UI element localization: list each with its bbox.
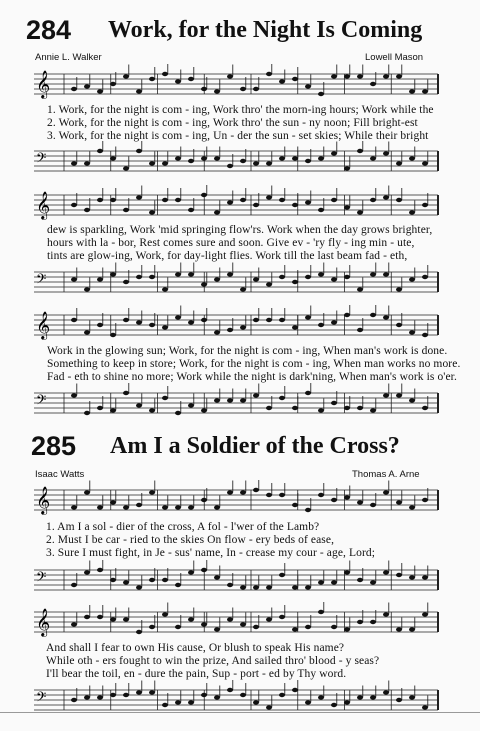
svg-text:𝄞: 𝄞	[36, 486, 51, 514]
hymn-title: Work, for the Night Is Coming	[108, 17, 423, 43]
svg-text:𝄢: 𝄢	[36, 569, 47, 588]
words-credit: Annie L. Walker	[35, 52, 102, 63]
page-bottom-rule	[0, 712, 480, 713]
lyric-line: 3. Sure I must fight, in Je - sus' name, In - crease my cour - age, Lord;	[46, 547, 376, 559]
bass-staff	[0, 383, 480, 423]
bass-staff	[0, 262, 480, 302]
treble-staff	[0, 480, 480, 520]
hymn-title: Am I a Soldier of the Cross?	[110, 433, 400, 459]
treble-staff	[0, 185, 480, 225]
lyric-line: Work in the glowing sun; Work, for the night is com - ing, When man's work is done.	[47, 345, 448, 357]
hymn-number: 285	[31, 431, 77, 461]
svg-text:𝄞: 𝄞	[36, 311, 51, 339]
lyric-line: hours with la - bor, Rest comes sure and soon. Give ev - 'ry fly - ing min - ute,	[47, 237, 415, 249]
lyric-line: 2. Work, for the night is com - ing, Work thro' the sun - ny noon; Fill bright-est	[47, 117, 418, 129]
svg-text:𝄞: 𝄞	[36, 191, 51, 219]
lyric-line: 3. Work, for the night is com - ing, Un - der the sun - set skies; While their bright	[47, 130, 429, 142]
music-credit: Thomas A. Arne	[352, 469, 420, 480]
music-credit: Lowell Mason	[365, 52, 424, 63]
hymn-number: 284	[26, 15, 72, 45]
treble-staff	[0, 305, 480, 345]
lyric-line: 2. Must I be car - ried to the skies On flow - ery beds of ease,	[46, 534, 335, 546]
lyric-line: Fad - eth to shine no more; Work while the night is dark'ning, When man's work is o'er.	[47, 371, 457, 383]
bass-staff	[0, 141, 480, 181]
svg-text:𝄢: 𝄢	[36, 392, 47, 411]
svg-text:𝄞: 𝄞	[36, 70, 51, 98]
svg-text:𝄢: 𝄢	[36, 689, 47, 708]
svg-text:𝄞: 𝄞	[36, 608, 51, 636]
lyric-line: I'll bear the toil, en - dure the pain, Sup - port - ed by Thy word.	[46, 668, 347, 680]
lyric-line: dew is sparkling, Work 'mid springing flow'rs. Work when the day grows brighter,	[47, 224, 433, 236]
words-credit: Isaac Watts	[35, 469, 85, 480]
bass-staff	[0, 560, 480, 600]
treble-staff	[0, 602, 480, 642]
svg-text:𝄢: 𝄢	[36, 271, 47, 290]
treble-staff	[0, 64, 480, 104]
svg-text:𝄢: 𝄢	[36, 150, 47, 169]
bass-staff	[0, 680, 480, 714]
lyric-line: Something to keep in store; Work, for the night is com - ing, When man works no more.	[47, 358, 461, 370]
lyric-line: tints are glow-ing, Work, for day-light flies. Work till the last beam fad - eth,	[47, 250, 408, 262]
lyric-line: While oth - ers fought to win the prize, And sailed thro' blood - y seas?	[46, 655, 380, 667]
lyric-line: And shall I fear to own His cause, Or blush to speak His name?	[46, 642, 345, 654]
lyric-line: 1. Work, for the night is com - ing, Work thro' the morn-ing hours; Work while the	[47, 104, 434, 116]
lyric-line: 1. Am I a sol - dier of the cross, A fol - l'wer of the Lamb?	[46, 521, 320, 533]
